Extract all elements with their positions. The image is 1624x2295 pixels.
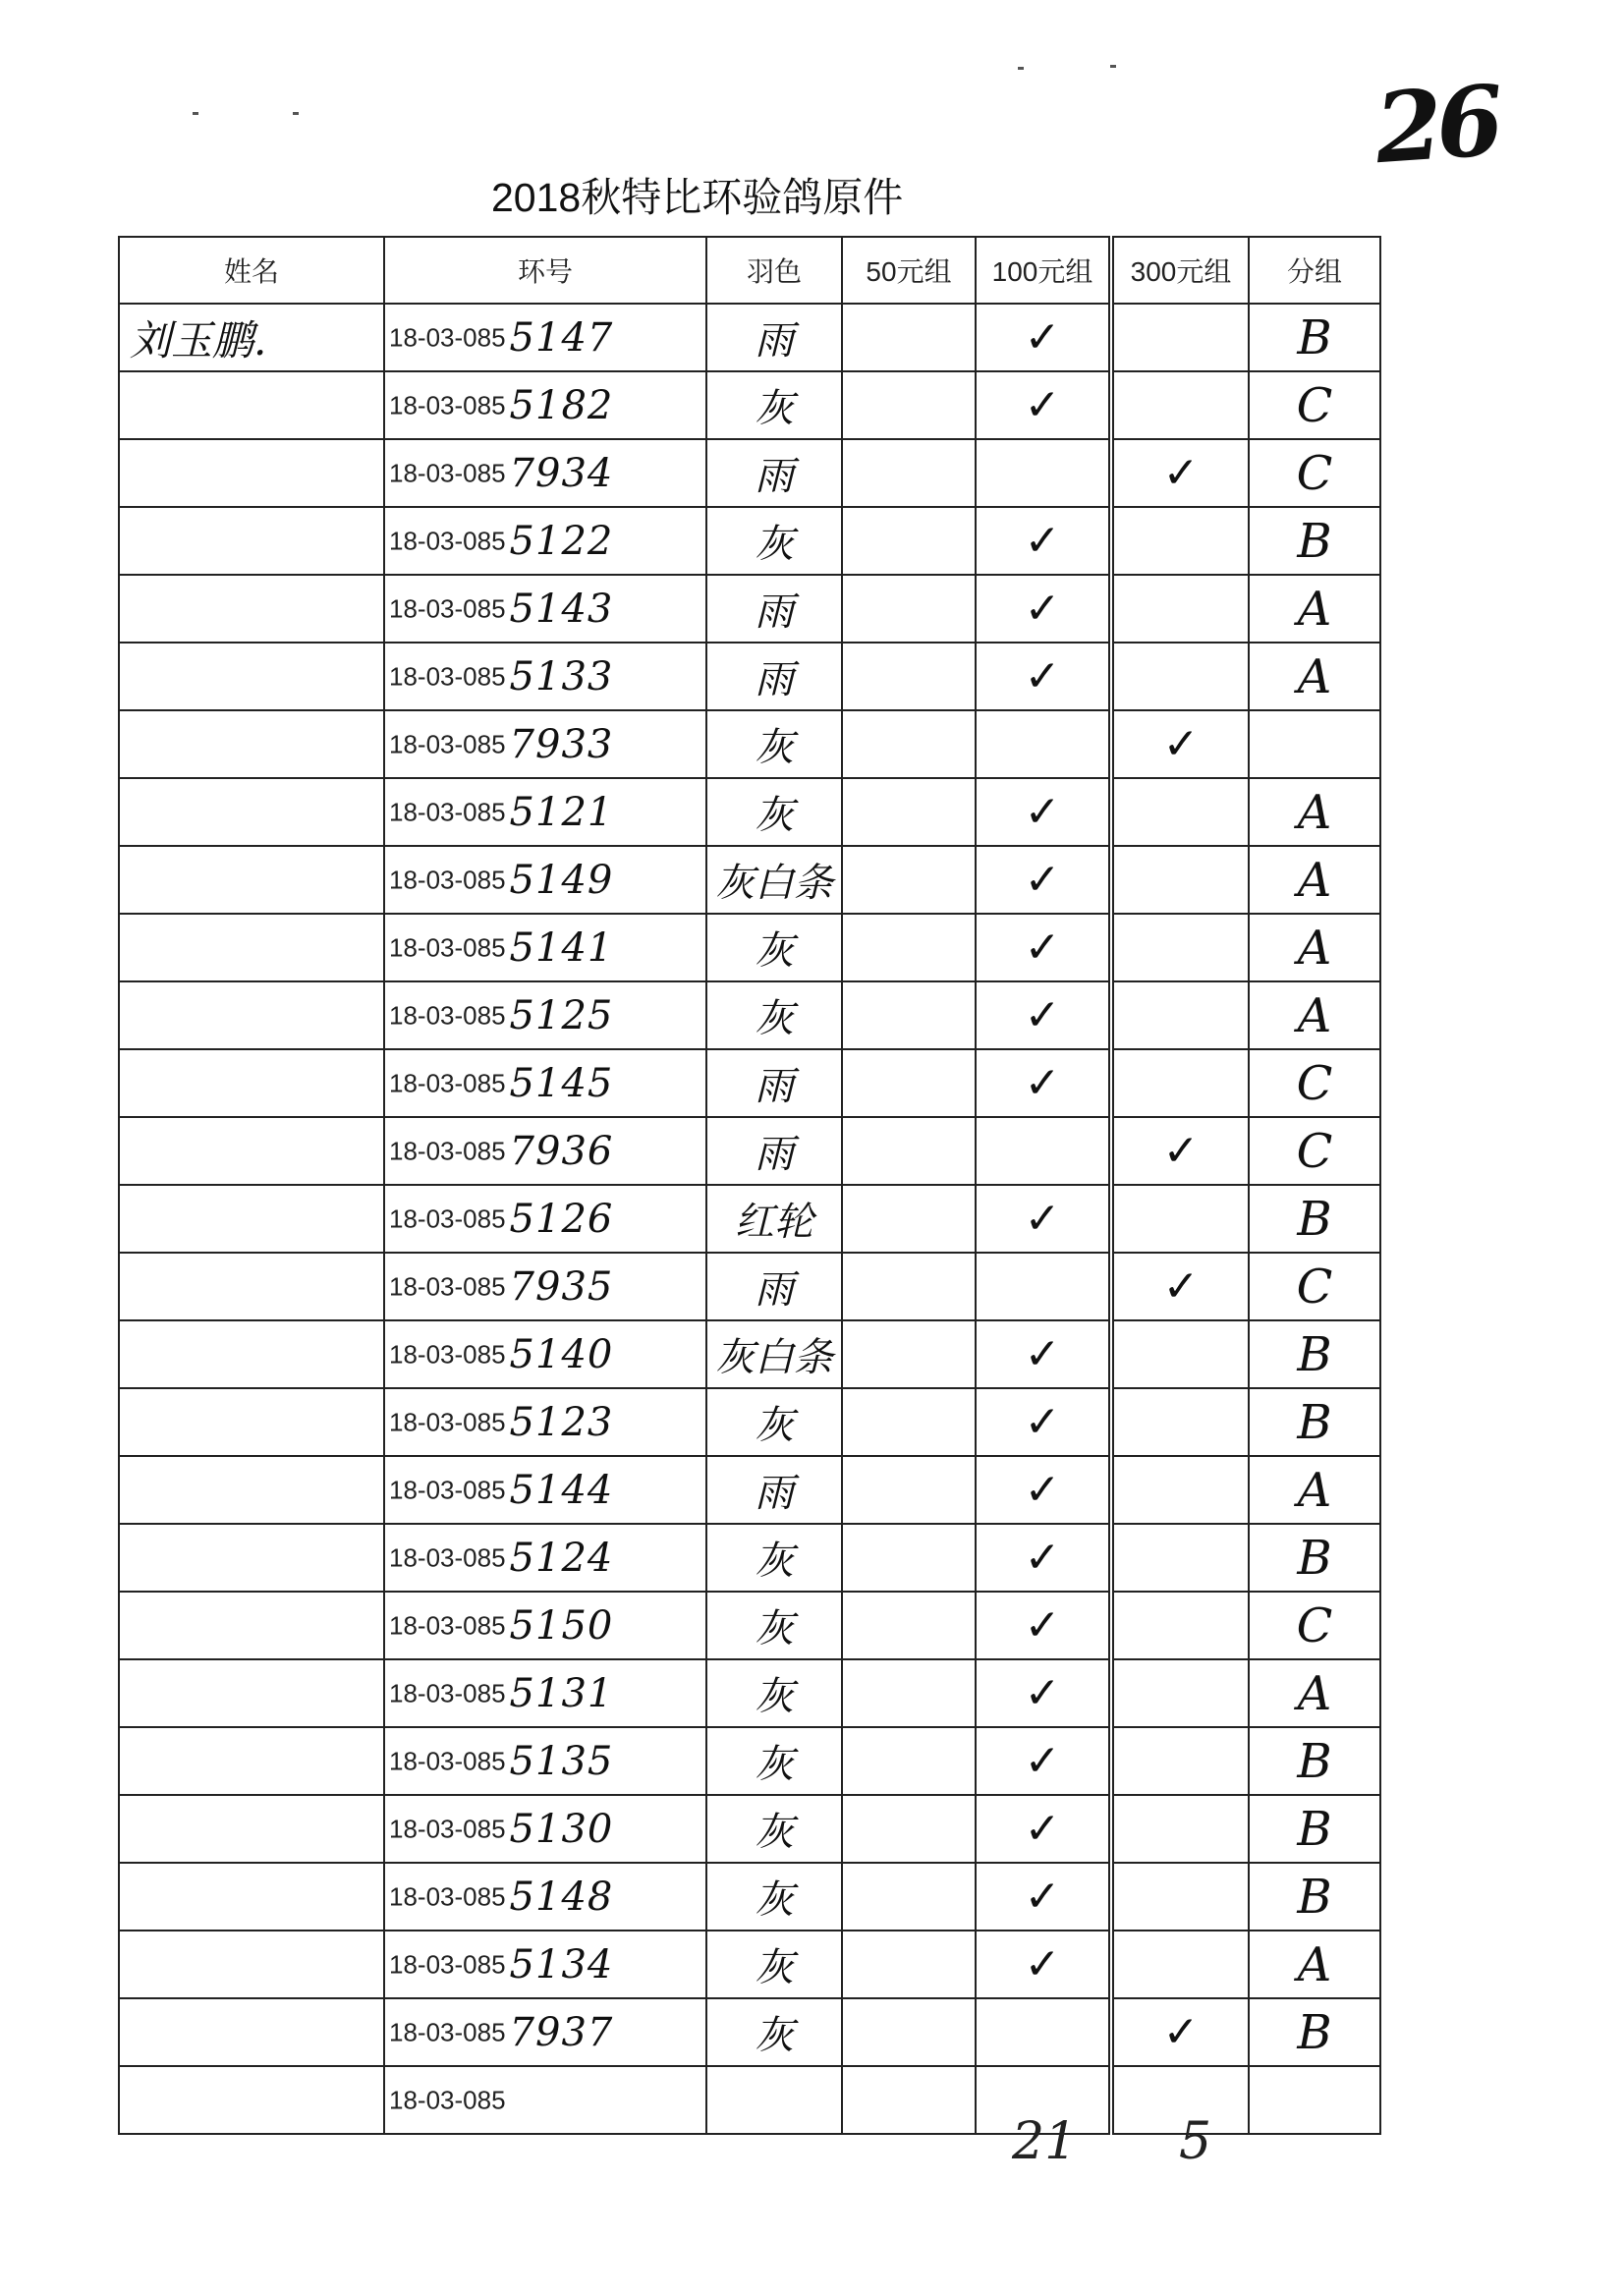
ring-prefix: 18-03-085 <box>389 729 506 758</box>
group-300-check <box>1111 1388 1249 1456</box>
table-row <box>119 1253 1380 1320</box>
group-letter-cell: A <box>1249 914 1380 981</box>
group-300-check <box>1111 304 1249 371</box>
group-letter-cell <box>1249 2066 1380 2134</box>
table-row <box>119 1863 1380 1931</box>
table-row <box>119 981 1380 1049</box>
group-300-check <box>1111 643 1249 710</box>
ring-prefix: 18-03-085 <box>389 797 506 826</box>
feather-color-cell: 灰 <box>706 1659 842 1727</box>
group-100-check: ✓ <box>976 1320 1111 1388</box>
group-50-check <box>842 2066 976 2134</box>
group-letter-cell: B <box>1249 1795 1380 1863</box>
group-100-check: ✓ <box>976 1524 1111 1592</box>
table-body <box>119 304 1380 2134</box>
feather-color-cell: 雨 <box>706 643 842 710</box>
table-row <box>119 1524 1380 1592</box>
ring-suffix: 5141 <box>509 924 614 971</box>
ring-number-cell <box>384 1727 706 1795</box>
owner-name-cell <box>119 1998 384 2066</box>
table-row <box>119 778 1380 846</box>
feather-color-cell: 灰 <box>706 1388 842 1456</box>
table-row <box>119 575 1380 643</box>
table-row <box>119 1659 1380 1727</box>
header-group: 分组 <box>1249 237 1380 304</box>
group-300-check: ✓ <box>1111 710 1249 778</box>
ring-suffix: 7935 <box>509 1263 614 1310</box>
group-50-check <box>842 643 976 710</box>
ring-suffix: 7933 <box>509 721 614 767</box>
group-100-check <box>976 1117 1111 1185</box>
total-100-group: 21 <box>1012 2112 1078 2171</box>
scan-speck <box>193 112 198 115</box>
group-50-check <box>842 846 976 914</box>
ring-prefix: 18-03-085 <box>389 1746 506 1775</box>
group-letter-cell: A <box>1249 575 1380 643</box>
group-300-check: ✓ <box>1111 1117 1249 1185</box>
ring-number-cell <box>384 643 706 710</box>
group-300-check: ✓ <box>1111 1253 1249 1320</box>
ring-number-cell <box>384 981 706 1049</box>
ring-number-cell <box>384 1320 706 1388</box>
group-100-check: ✓ <box>976 846 1111 914</box>
feather-color-cell: 雨 <box>706 1253 842 1320</box>
feather-color-cell: 灰 <box>706 1524 842 1592</box>
ring-suffix: 5182 <box>509 382 614 428</box>
feather-color-cell: 灰 <box>706 1592 842 1659</box>
group-letter-cell: C <box>1249 1117 1380 1185</box>
group-100-check: ✓ <box>976 1863 1111 1931</box>
ring-suffix: 5143 <box>509 586 614 632</box>
group-50-check <box>842 1117 976 1185</box>
scan-speck <box>1018 67 1024 70</box>
feather-color-cell: 灰 <box>706 1863 842 1931</box>
group-300-check <box>1111 1727 1249 1795</box>
group-letter-cell: A <box>1249 846 1380 914</box>
group-300-check <box>1111 1795 1249 1863</box>
feather-color-cell: 雨 <box>706 1049 842 1117</box>
ring-prefix: 18-03-085 <box>389 1881 506 1911</box>
ring-suffix: 7937 <box>509 2009 614 2055</box>
group-50-check <box>842 507 976 575</box>
owner-name-cell <box>119 1253 384 1320</box>
ring-prefix: 18-03-085 <box>389 932 506 962</box>
group-100-check: ✓ <box>976 1456 1111 1524</box>
ring-suffix: 7934 <box>509 450 614 496</box>
ring-prefix: 18-03-085 <box>389 1542 506 1572</box>
owner-name-cell <box>119 1185 384 1253</box>
group-100-check: ✓ <box>976 1727 1111 1795</box>
owner-name-cell <box>119 1863 384 1931</box>
group-50-check <box>842 1185 976 1253</box>
ring-number-cell <box>384 371 706 439</box>
group-100-check: ✓ <box>976 1185 1111 1253</box>
group-100-check: ✓ <box>976 914 1111 981</box>
group-50-check <box>842 914 976 981</box>
group-letter-cell: A <box>1249 981 1380 1049</box>
feather-color-cell: 雨 <box>706 1456 842 1524</box>
group-100-check: ✓ <box>976 1795 1111 1863</box>
ring-number-cell <box>384 2066 706 2134</box>
ring-prefix: 18-03-085 <box>389 1814 506 1843</box>
ring-prefix: 18-03-085 <box>389 1475 506 1504</box>
ring-suffix: 5144 <box>509 1467 614 1513</box>
owner-name-cell: 刘玉鹏. <box>119 304 384 371</box>
group-100-check: ✓ <box>976 778 1111 846</box>
ring-number-cell <box>384 1185 706 1253</box>
feather-color-cell: 灰 <box>706 1931 842 1998</box>
owner-name-cell <box>119 1524 384 1592</box>
group-300-check <box>1111 1049 1249 1117</box>
group-letter-cell: A <box>1249 1931 1380 1998</box>
owner-name-cell <box>119 1727 384 1795</box>
feather-color-cell: 红轮 <box>706 1185 842 1253</box>
group-100-check: ✓ <box>976 643 1111 710</box>
group-300-check <box>1111 914 1249 981</box>
group-letter-cell: B <box>1249 1998 1380 2066</box>
ring-prefix: 18-03-085 <box>389 865 506 894</box>
table-row <box>119 1727 1380 1795</box>
group-300-check <box>1111 1524 1249 1592</box>
feather-color-cell: 雨 <box>706 439 842 507</box>
group-letter-cell: A <box>1249 1659 1380 1727</box>
group-letter-cell: B <box>1249 507 1380 575</box>
table-row <box>119 710 1380 778</box>
group-300-check <box>1111 1659 1249 1727</box>
ring-prefix: 18-03-085 <box>389 1136 506 1165</box>
ring-suffix: 5131 <box>509 1670 614 1716</box>
table-row <box>119 1320 1380 1388</box>
feather-color-cell: 灰 <box>706 778 842 846</box>
owner-name-cell <box>119 507 384 575</box>
group-300-check <box>1111 575 1249 643</box>
owner-name-cell <box>119 778 384 846</box>
group-letter-cell: B <box>1249 1863 1380 1931</box>
group-50-check <box>842 1795 976 1863</box>
total-300-group: 5 <box>1179 2112 1212 2171</box>
ring-number-cell <box>384 1863 706 1931</box>
group-100-check <box>976 1253 1111 1320</box>
ring-number-cell <box>384 778 706 846</box>
group-100-check <box>976 1998 1111 2066</box>
group-300-check: ✓ <box>1111 439 1249 507</box>
group-100-check <box>976 439 1111 507</box>
owner-name-cell <box>119 575 384 643</box>
group-50-check <box>842 778 976 846</box>
ring-number-cell <box>384 1253 706 1320</box>
header-ring: 环号 <box>384 237 706 304</box>
group-100-check: ✓ <box>976 981 1111 1049</box>
group-letter-cell: B <box>1249 1388 1380 1456</box>
ring-number-cell <box>384 439 706 507</box>
ring-number-cell <box>384 1659 706 1727</box>
ring-prefix: 18-03-085 <box>389 1678 506 1707</box>
owner-name-cell <box>119 1592 384 1659</box>
feather-color-cell <box>706 2066 842 2134</box>
ring-prefix: 18-03-085 <box>389 1610 506 1640</box>
table-row <box>119 914 1380 981</box>
scan-speck <box>293 112 299 115</box>
ring-suffix: 5145 <box>509 1060 614 1106</box>
ring-prefix: 18-03-085 <box>389 661 506 691</box>
header-name: 姓名 <box>119 237 384 304</box>
group-letter-cell: C <box>1249 371 1380 439</box>
ring-number-cell <box>384 1524 706 1592</box>
group-100-check: ✓ <box>976 575 1111 643</box>
group-50-check <box>842 1592 976 1659</box>
feather-color-cell: 灰白条 <box>706 846 842 914</box>
owner-name-cell <box>119 1931 384 1998</box>
group-50-check <box>842 1727 976 1795</box>
ring-suffix: 5122 <box>509 518 614 564</box>
group-50-check <box>842 1253 976 1320</box>
owner-name-cell <box>119 1795 384 1863</box>
group-50-check <box>842 1456 976 1524</box>
owner-name-cell <box>119 371 384 439</box>
pigeon-ring-table <box>118 236 1381 2135</box>
owner-name-cell <box>119 914 384 981</box>
ring-suffix: 5121 <box>509 789 614 835</box>
ring-prefix: 18-03-085 <box>389 1068 506 1097</box>
ring-suffix: 5149 <box>509 857 614 903</box>
ring-suffix: 5147 <box>509 314 614 361</box>
group-100-check: ✓ <box>976 1388 1111 1456</box>
ring-prefix: 18-03-085 <box>389 390 506 420</box>
ring-number-cell <box>384 710 706 778</box>
feather-color-cell: 灰 <box>706 1998 842 2066</box>
group-50-check <box>842 371 976 439</box>
group-100-check: ✓ <box>976 1931 1111 1998</box>
ring-number-cell <box>384 575 706 643</box>
group-letter-cell: A <box>1249 643 1380 710</box>
group-letter-cell: C <box>1249 1253 1380 1320</box>
ring-number-cell <box>384 507 706 575</box>
table-row <box>119 371 1380 439</box>
header-50-group: 50元组 <box>842 237 976 304</box>
group-100-check: ✓ <box>976 304 1111 371</box>
owner-name-cell <box>119 1388 384 1456</box>
group-300-check <box>1111 507 1249 575</box>
owner-name-cell <box>119 643 384 710</box>
group-50-check <box>842 1998 976 2066</box>
feather-color-cell: 灰 <box>706 507 842 575</box>
group-300-check <box>1111 1456 1249 1524</box>
group-50-check <box>842 1931 976 1998</box>
group-50-check <box>842 304 976 371</box>
ring-suffix: 5124 <box>509 1535 614 1581</box>
ring-prefix: 18-03-085 <box>389 322 506 352</box>
ring-prefix: 18-03-085 <box>389 1949 506 1979</box>
ring-prefix: 18-03-085 <box>389 2017 506 2046</box>
ring-number-cell <box>384 1388 706 1456</box>
group-300-check <box>1111 846 1249 914</box>
owner-name-cell <box>119 846 384 914</box>
table-row <box>119 1592 1380 1659</box>
group-100-check: ✓ <box>976 1659 1111 1727</box>
table-row <box>119 1998 1380 2066</box>
group-300-check <box>1111 1320 1249 1388</box>
group-300-check <box>1111 1185 1249 1253</box>
header-color: 羽色 <box>706 237 842 304</box>
document-title: 2018秋特比环验鸽原件 <box>491 175 904 220</box>
ring-suffix: 7936 <box>509 1128 614 1174</box>
group-letter-cell: C <box>1249 439 1380 507</box>
group-letter-cell: B <box>1249 1727 1380 1795</box>
group-50-check <box>842 575 976 643</box>
group-letter-cell: B <box>1249 1524 1380 1592</box>
group-300-check <box>1111 1931 1249 1998</box>
group-letter-cell: A <box>1249 1456 1380 1524</box>
ring-number-cell <box>384 1998 706 2066</box>
group-letter-cell: B <box>1249 304 1380 371</box>
feather-color-cell: 雨 <box>706 304 842 371</box>
feather-color-cell: 灰白条 <box>706 1320 842 1388</box>
owner-name-cell <box>119 1456 384 1524</box>
owner-name-cell <box>119 2066 384 2134</box>
table-row <box>119 1456 1380 1524</box>
owner-name-cell <box>119 981 384 1049</box>
ring-prefix: 18-03-085 <box>389 1339 506 1369</box>
ring-prefix: 18-03-085 <box>389 526 506 555</box>
group-100-check: ✓ <box>976 1049 1111 1117</box>
table-row <box>119 1388 1380 1456</box>
feather-color-cell: 雨 <box>706 1117 842 1185</box>
ring-number-cell <box>384 1117 706 1185</box>
owner-name-cell <box>119 1117 384 1185</box>
group-50-check <box>842 1049 976 1117</box>
feather-color-cell: 灰 <box>706 1795 842 1863</box>
ring-prefix: 18-03-085 <box>389 2085 506 2114</box>
ring-number-cell <box>384 1456 706 1524</box>
owner-name-cell <box>119 1049 384 1117</box>
feather-color-cell: 灰 <box>706 710 842 778</box>
feather-color-cell: 灰 <box>706 1727 842 1795</box>
ring-prefix: 18-03-085 <box>389 458 506 487</box>
ring-suffix: 5140 <box>509 1331 614 1377</box>
table-row <box>119 1185 1380 1253</box>
page-number: 26 <box>1372 64 1502 187</box>
header-300-group: 300元组 <box>1111 237 1249 304</box>
ring-number-cell <box>384 1592 706 1659</box>
ring-prefix: 18-03-085 <box>389 1271 506 1301</box>
group-100-check: ✓ <box>976 371 1111 439</box>
group-300-check <box>1111 778 1249 846</box>
ring-prefix: 18-03-085 <box>389 1407 506 1436</box>
group-50-check <box>842 1388 976 1456</box>
ring-prefix: 18-03-085 <box>389 593 506 623</box>
ring-number-cell <box>384 1795 706 1863</box>
group-50-check <box>842 981 976 1049</box>
owner-name-cell <box>119 1659 384 1727</box>
ring-suffix: 5134 <box>509 1941 614 1987</box>
group-300-check <box>1111 371 1249 439</box>
table-row <box>119 1931 1380 1998</box>
ring-suffix: 5125 <box>509 992 614 1038</box>
owner-name-cell <box>119 1320 384 1388</box>
table-row <box>119 1795 1380 1863</box>
ring-suffix: 5150 <box>509 1602 614 1649</box>
ring-suffix: 5130 <box>509 1806 614 1852</box>
group-letter-cell: A <box>1249 778 1380 846</box>
ring-suffix: 5135 <box>509 1738 614 1784</box>
group-100-check: ✓ <box>976 1592 1111 1659</box>
table-row <box>119 1049 1380 1117</box>
group-100-check <box>976 710 1111 778</box>
table-header-row <box>119 237 1380 304</box>
feather-color-cell: 灰 <box>706 914 842 981</box>
header-100-group: 100元组 <box>976 237 1111 304</box>
ring-number-cell <box>384 846 706 914</box>
group-50-check <box>842 1524 976 1592</box>
group-letter-cell: C <box>1249 1049 1380 1117</box>
group-letter-cell: C <box>1249 1592 1380 1659</box>
group-50-check <box>842 710 976 778</box>
group-50-check <box>842 1863 976 1931</box>
table-row <box>119 507 1380 575</box>
group-letter-cell: B <box>1249 1185 1380 1253</box>
ring-suffix: 5148 <box>509 1874 614 1920</box>
group-300-check <box>1111 981 1249 1049</box>
group-50-check <box>842 1320 976 1388</box>
group-300-check <box>1111 1863 1249 1931</box>
ring-number-cell <box>384 1931 706 1998</box>
feather-color-cell: 灰 <box>706 981 842 1049</box>
ring-suffix: 5126 <box>509 1196 614 1242</box>
group-letter-cell <box>1249 710 1380 778</box>
ring-number-cell <box>384 304 706 371</box>
ring-prefix: 18-03-085 <box>389 1000 506 1030</box>
ring-suffix: 5133 <box>509 653 614 700</box>
table-row <box>119 846 1380 914</box>
group-50-check <box>842 1659 976 1727</box>
scan-speck <box>1110 65 1116 68</box>
group-300-check: ✓ <box>1111 1998 1249 2066</box>
owner-name-cell <box>119 710 384 778</box>
group-100-check: ✓ <box>976 507 1111 575</box>
table-row <box>119 1117 1380 1185</box>
ring-prefix: 18-03-085 <box>389 1203 506 1233</box>
feather-color-cell: 灰 <box>706 371 842 439</box>
group-300-check <box>1111 1592 1249 1659</box>
ring-suffix: 5123 <box>509 1399 614 1445</box>
ring-number-cell <box>384 914 706 981</box>
group-50-check <box>842 439 976 507</box>
group-letter-cell: B <box>1249 1320 1380 1388</box>
table-row <box>119 304 1380 371</box>
table-row <box>119 643 1380 710</box>
ring-number-cell <box>384 1049 706 1117</box>
feather-color-cell: 雨 <box>706 575 842 643</box>
owner-name-cell <box>119 439 384 507</box>
table-row <box>119 439 1380 507</box>
